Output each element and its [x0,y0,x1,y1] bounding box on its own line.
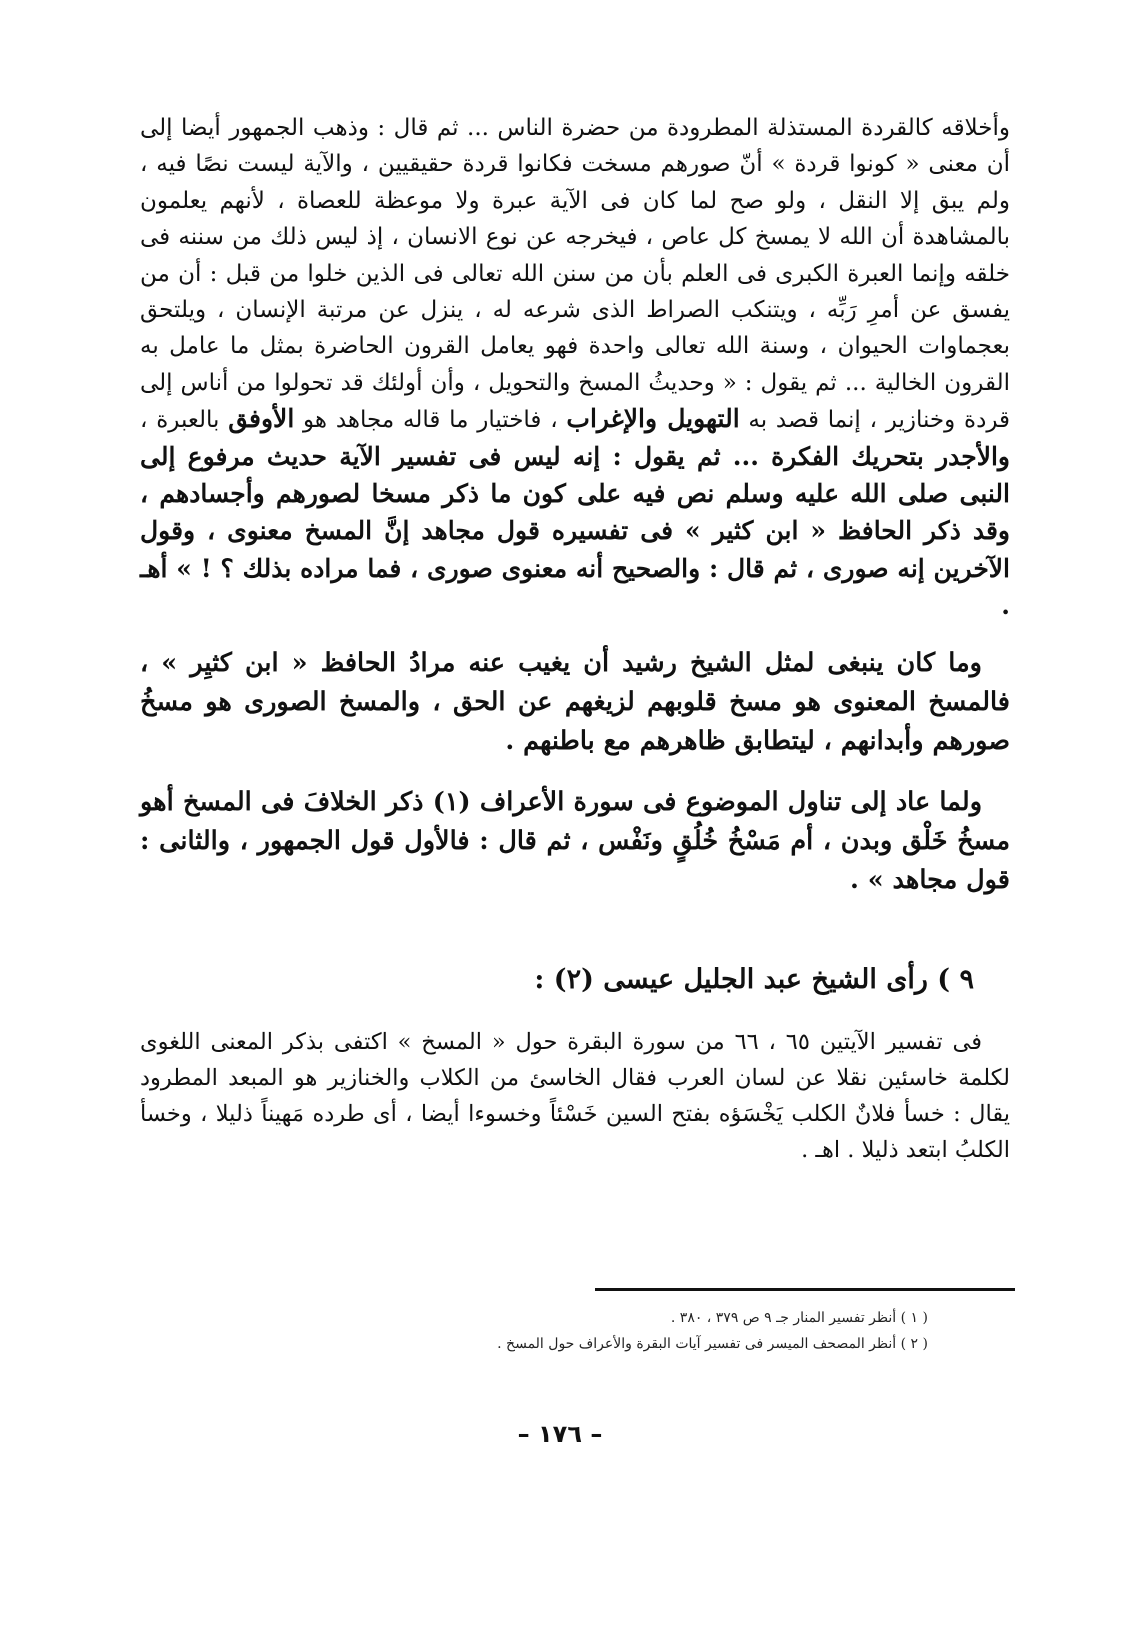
paragraph-1-bold-a: التهويل والإغراب [566,404,740,434]
footnote-divider [595,1288,1015,1291]
paragraph-3: ولما عاد إلى تناول الموضوع فى سورة الأعراف (١) ذكر الخلافَ فى المسخ أهو مسخُ خَلْق وبدن ، أم مَسْخُ خُلُقٍ ونَفْس ، ثم قال : فالأول قول الجمهور ، والثانى : قول مجاهد » . [140,786,1010,895]
paragraph-4: فى تفسير الآيتين ٦٥ ، ٦٦ من سورة البقرة حول « المسخ » اكتفى بذكر المعنى اللغوى لكلمة خاسئين نقلا عن لسان العرب فقال الخاسئ من الكلاب والخنازير هو المبعد المطرود يقال : خسأ فلانٌ الكلب يَخْسَؤه بفتح السين خَسْئاً وخسوءا أيضا ، أى طرده مَهيناً ذليلا ، وخسأ الكلبُ ابتعد ذليلا . اهـ . [140,1028,1010,1163]
paragraph-1-bold-tail: والأجدر بتحريك الفكرة ... ثم يقول : إنه ليس فى تفسير الآية حديث مرفوع إلى النبى صلى الله عليه وسلم نص فيه على كون ما ذكر مسخا لصورهم وأجسادهم ، وقد ذكر الحافظ « ابن كثير » فى تفسيره قول مجاهد إنَّ المسخ معنوى ، وقول الآخرين إنه صورى ، ثم قال : والصحيح أنه معنوى صورى ، فما مراده بذلك ؟ ! » أهـ . [140,441,1010,621]
paragraph-1-mid: ، فاختيار ما قاله مجاهد هو [303,407,558,434]
paragraph-2: وما كان ينبغى لمثل الشيخ رشيد أن يغيب عنه مرادُ الحافظ « ابن كثيِر » ، فالمسخ المعنوى هو مسخ قلوبهم لزيغهم عن الحق ، والمسخ الصورى هو مسخُ صورهم وأبدانهم ، ليتطابق ظاهرهم مع باطنهم . [140,647,1010,756]
paragraph-1 [140,110,1010,626]
section-heading: ٩ ) رأى الشيخ عبد الجليل عيسى (٢) : [534,963,974,995]
page-body [140,110,1010,1168]
paragraph-1-bold-b: الأوفق [228,404,295,434]
paragraph-1-text: وأخلاقه كالقردة المستذلة المطرودة من حضرة الناس ... ثم قال : وذهب الجمهور أيضا إلى أن معنى « كونوا قردة » أنّ صورهم مسخت فكانوا قردة حقيقيين ، والآية ليست نصًا فيه ، ولم يبق إلا النقل ، ولو صح لما كان فى الآية عبرة ولا موعظة للعصاة ، لأنهم يعلمون بالمشاهدة أن الله لا يمسخ كل عاص ، فيخرجه عن نوع الانسان ، إذ ليس ذلك من سننه فى خلقه وإنما العبرة الكبرى فى العلم بأن من سنن الله تعالى فى الذين خلوا من قبل : أن من يفسق عن أمرِ رَبِّه ، ويتنكب الصراط الذى شرعه له ، ينزل عن مرتبة الإنسان ، ويلتحق بعجماوات الحيوان ، وسنة الله تعالى واحدة فهو يعامل القرون الحاضرة بمثل ما عامل به القرون الخالية ... ثم يقول : « وحديثُ المسخ والتحويل ، وأن أولئك قد تحولوا من أناس إلى قردة وخنازير ، إنما قصد به [140,115,1011,434]
footnote-1: ( ١ ) أنظر تفسير المنار جـ ٩ ص ٣٧٩ ، ٣٨٠ . [670,1310,928,1326]
footnotes [300,1305,928,1357]
paragraph-1-tail: بالعبرة ، [140,407,220,434]
page-number: – ١٧٦ – [517,1420,603,1448]
footnote-2: ( ٢ ) أنظر المصحف الميسر فى تفسير آيات البقرة والأعراف حول المسخ . [497,1336,928,1352]
